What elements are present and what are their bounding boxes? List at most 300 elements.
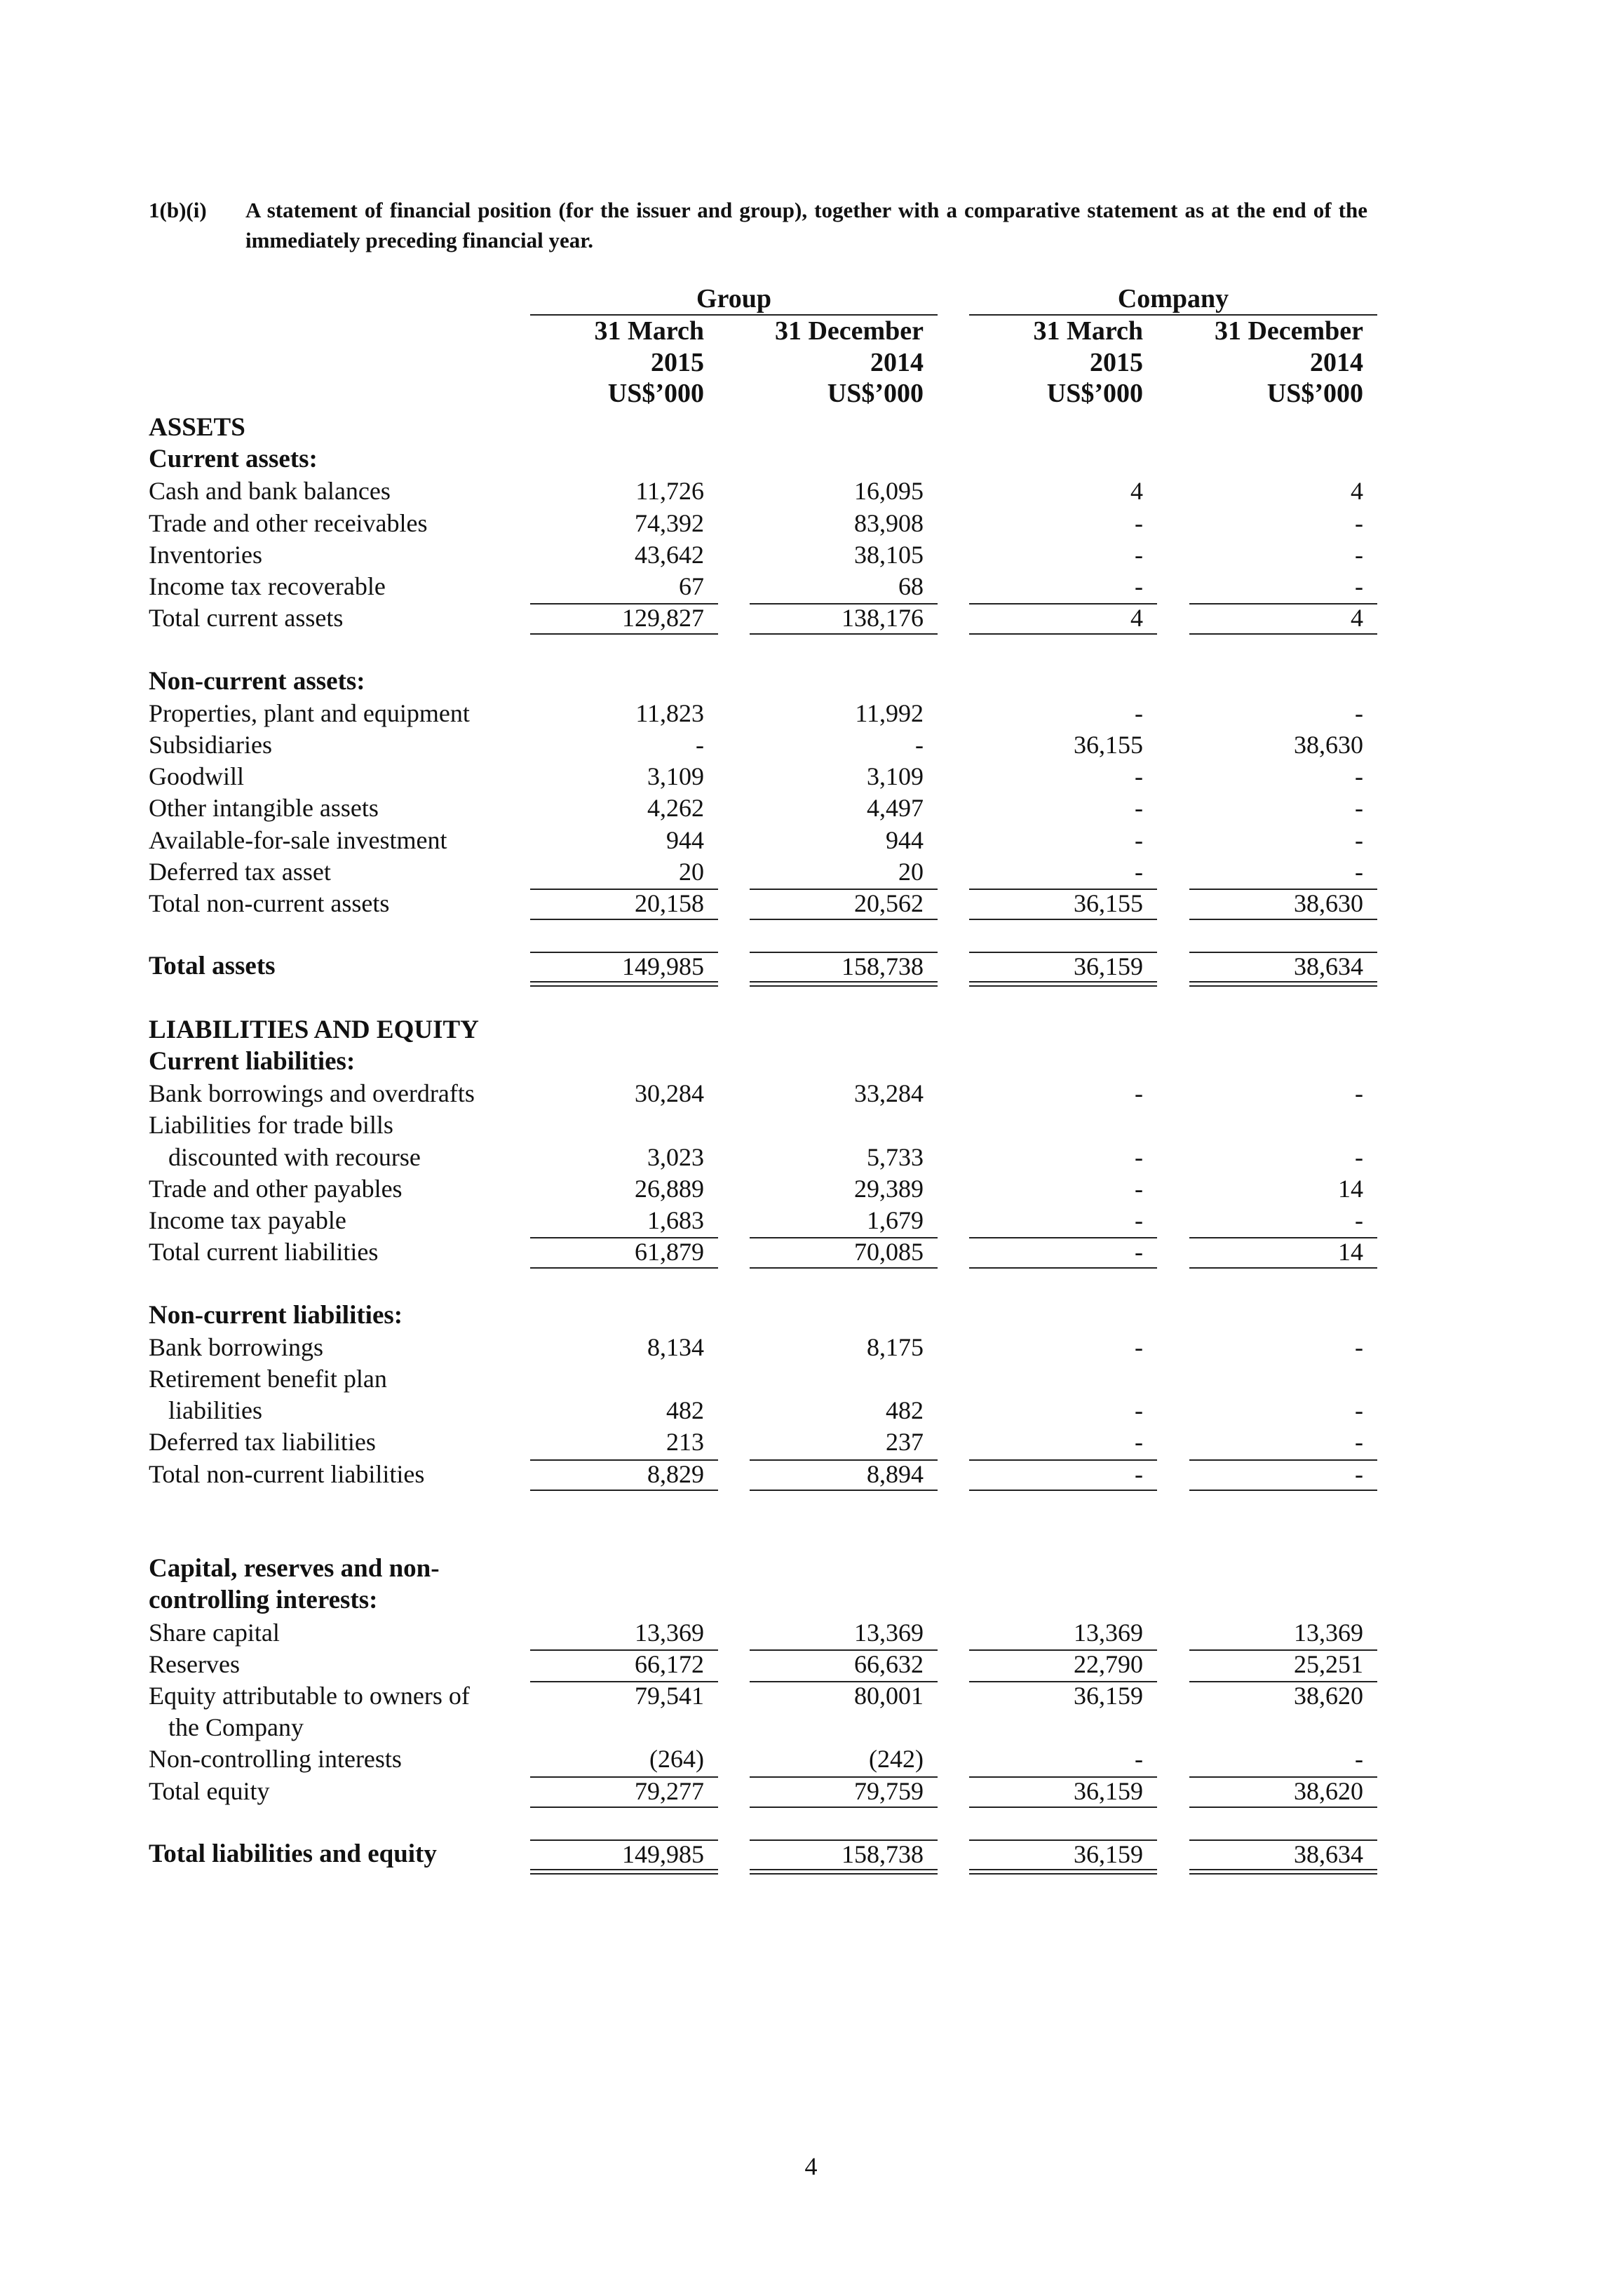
value-text: 482: [886, 1396, 924, 1425]
rule-line: [750, 1459, 938, 1461]
rule-line: [1189, 889, 1377, 890]
value-text: 11,992: [855, 698, 924, 727]
value-text: 4: [1351, 604, 1363, 633]
value-text: 20: [679, 857, 704, 886]
row-label: Other intangible assets: [149, 794, 379, 823]
row-value: [969, 1395, 1157, 1426]
value-text: -: [1135, 794, 1143, 823]
rule-line: [530, 603, 718, 605]
value-text: 26,889: [635, 1174, 704, 1203]
row-value: [750, 1617, 938, 1648]
row-value: [1189, 1142, 1377, 1173]
table-row: [0, 1300, 1622, 1331]
row-value: [750, 1236, 938, 1267]
row-value: [969, 1617, 1157, 1648]
value-text: 3,109: [867, 762, 924, 791]
row-value: [530, 1426, 718, 1457]
table-row: [0, 888, 1622, 919]
value-text: 1,679: [867, 1206, 924, 1234]
row-value: [1189, 825, 1377, 856]
row-value: [969, 888, 1157, 919]
row-value: [750, 792, 938, 823]
double-rule-line: [1189, 1869, 1377, 1875]
value-text: -: [1135, 1459, 1143, 1488]
value-text: -: [1135, 508, 1143, 537]
value-text: 4,497: [867, 794, 924, 823]
value-text: -: [1355, 572, 1363, 600]
row-value: [530, 1459, 718, 1490]
table-row: [0, 444, 1622, 475]
value-text: 13,369: [854, 1618, 924, 1647]
table-row: [0, 983, 1622, 1014]
rule-line: [530, 1459, 718, 1461]
value-text: -: [1355, 698, 1363, 727]
table-row: [0, 1046, 1622, 1077]
value-text: 66,632: [854, 1649, 924, 1678]
value-text: -: [1355, 762, 1363, 791]
row-value: [969, 825, 1157, 856]
row-value: [530, 761, 718, 792]
value-text: 20: [898, 857, 924, 886]
table-row: [0, 634, 1622, 665]
row-value: [1189, 539, 1377, 570]
rule-line: [750, 952, 938, 953]
value-text: 38,105: [854, 540, 924, 569]
row-value: [969, 1649, 1157, 1680]
value-text: 13,369: [1074, 1618, 1143, 1647]
row-value: [750, 856, 938, 887]
row-value: [969, 792, 1157, 823]
row-label: Total non-current assets: [149, 889, 390, 917]
table-row: [0, 508, 1622, 539]
rule-line: [969, 952, 1157, 953]
row-value: [750, 1332, 938, 1363]
row-label: Total current liabilities: [149, 1238, 379, 1267]
value-text: -: [1355, 1396, 1363, 1425]
rule-line: [530, 889, 718, 890]
row-label: Bank borrowings: [149, 1332, 323, 1361]
value-text: 14: [1338, 1238, 1363, 1267]
value-text: -: [1135, 1396, 1143, 1425]
row-value: [530, 1332, 718, 1363]
row-value: [750, 602, 938, 633]
value-text: -: [1135, 825, 1143, 854]
row-value: [750, 571, 938, 602]
value-text: -: [1135, 1142, 1143, 1171]
section-title: A statement of financial position (for the issuer and group), together with a comparative statement as at the end of the immediately preceding financial year.: [245, 198, 1367, 252]
value-text: -: [1135, 1079, 1143, 1108]
row-label: controlling interests:: [149, 1586, 378, 1615]
table-row: [0, 1585, 1622, 1616]
column-header-group-2014: 31 December 2014 US$’000: [774, 316, 924, 408]
row-value: [1189, 1776, 1377, 1807]
column-header-company-2015: 31 March 2015 US$’000: [1033, 316, 1143, 408]
row-label: Income tax payable: [149, 1206, 346, 1234]
row-value: [969, 1680, 1157, 1711]
row-label: Inventories: [149, 540, 262, 569]
row-value: [750, 1459, 938, 1490]
value-text: -: [1355, 825, 1363, 854]
table-row: [0, 1236, 1622, 1267]
row-value: [969, 539, 1157, 570]
value-text: -: [696, 731, 704, 759]
row-value: [530, 571, 718, 602]
rule-line: [1189, 1839, 1377, 1841]
table-row: [0, 1015, 1622, 1046]
row-value: [530, 792, 718, 823]
row-value: [969, 602, 1157, 633]
rule-line: [530, 1776, 718, 1778]
row-label: Retirement benefit plan: [149, 1365, 387, 1393]
row-value: [750, 888, 938, 919]
value-text: 138,176: [842, 604, 924, 633]
value-text: 3,023: [647, 1142, 704, 1171]
value-text: 30,284: [635, 1079, 704, 1108]
table-row: [0, 729, 1622, 760]
value-text: -: [1135, 1206, 1143, 1234]
value-text: 8,894: [867, 1459, 924, 1488]
double-rule-line: [969, 1869, 1157, 1875]
column-header-group-2015: 31 March 2015 US$’000: [594, 316, 704, 408]
table-row: [0, 1205, 1622, 1236]
table-row: [0, 1332, 1622, 1363]
row-label: Total current assets: [149, 604, 344, 633]
rule-line: [530, 1839, 718, 1841]
value-text: 129,827: [622, 604, 704, 633]
table-row: [0, 1522, 1622, 1553]
row-label: LIABILITIES AND EQUITY: [149, 1015, 479, 1044]
row-value: [530, 1236, 718, 1267]
row-value: [530, 1680, 718, 1711]
rule-line: [1189, 952, 1377, 953]
table-row: [0, 951, 1622, 982]
value-text: 79,759: [854, 1776, 924, 1805]
row-label: Non-current liabilities:: [149, 1300, 403, 1330]
row-label: Available-for-sale investment: [149, 825, 447, 854]
row-value: [969, 1205, 1157, 1236]
row-value: [530, 1395, 718, 1426]
row-value: [530, 475, 718, 506]
row-label: liabilities: [168, 1396, 262, 1425]
rule-line: [969, 889, 1157, 890]
table-row: [0, 1680, 1622, 1711]
table-row: [0, 1363, 1622, 1394]
row-value: [969, 729, 1157, 760]
row-value: [1189, 602, 1377, 633]
table-row: [0, 1649, 1622, 1680]
row-value: [1189, 698, 1377, 729]
value-text: 11,726: [635, 477, 704, 506]
value-text: 5,733: [867, 1142, 924, 1171]
row-label: Total assets: [149, 952, 276, 981]
value-text: -: [1355, 1142, 1363, 1171]
rule-line: [750, 1237, 938, 1238]
rule-line: [1189, 1776, 1377, 1778]
row-value: [1189, 1743, 1377, 1774]
row-value: [750, 1173, 938, 1204]
value-text: 20,562: [854, 889, 924, 917]
rule-line: [750, 1839, 938, 1841]
row-value: [750, 761, 938, 792]
rule-line: [530, 1237, 718, 1238]
value-text: -: [1355, 857, 1363, 886]
value-text: -: [1135, 857, 1143, 886]
row-value: [750, 729, 938, 760]
row-value: [750, 1078, 938, 1109]
table-row: [0, 1839, 1622, 1870]
value-text: 158,738: [842, 952, 924, 981]
row-label: the Company: [168, 1713, 304, 1742]
row-value: [530, 698, 718, 729]
row-value: [1189, 792, 1377, 823]
row-value: [969, 1839, 1157, 1870]
value-text: 83,908: [854, 508, 924, 537]
row-value: [1189, 1173, 1377, 1204]
value-text: 13,369: [1294, 1618, 1363, 1647]
row-value: [1189, 1205, 1377, 1236]
row-value: [969, 475, 1157, 506]
row-value: [530, 602, 718, 633]
value-text: -: [1135, 698, 1143, 727]
value-text: 38,630: [1294, 731, 1363, 759]
row-label: Total non-current liabilities: [149, 1459, 425, 1488]
table-row: [0, 475, 1622, 506]
rule-line: [969, 1681, 1157, 1682]
row-value: [530, 825, 718, 856]
table-row: [0, 1807, 1622, 1838]
value-text: 38,630: [1294, 889, 1363, 917]
row-value: [1189, 1459, 1377, 1490]
row-value: [530, 856, 718, 887]
row-value: [1189, 729, 1377, 760]
row-label: Capital, reserves and non-: [149, 1554, 440, 1583]
table-row: [0, 825, 1622, 856]
rule-line: [530, 1681, 718, 1682]
row-label: Properties, plant and equipment: [149, 698, 470, 727]
row-value: [750, 1649, 938, 1680]
row-value: [1189, 1395, 1377, 1426]
rule-line: [750, 603, 938, 605]
value-text: -: [1355, 508, 1363, 537]
row-value: [750, 1426, 938, 1457]
row-value: [530, 1142, 718, 1173]
row-value: [530, 508, 718, 539]
row-label: Non-current assets:: [149, 666, 365, 696]
double-rule-line: [530, 1869, 718, 1875]
row-label: Non-controlling interests: [149, 1745, 402, 1774]
value-text: 36,159: [1074, 952, 1143, 981]
row-label: Deferred tax liabilities: [149, 1428, 376, 1457]
value-text: 8,134: [647, 1332, 704, 1361]
value-text: 79,541: [635, 1682, 704, 1710]
value-text: 79,277: [635, 1776, 704, 1805]
value-text: 70,085: [854, 1238, 924, 1267]
rule-line: [969, 1459, 1157, 1461]
value-text: -: [1355, 1206, 1363, 1234]
value-text: 20,158: [635, 889, 704, 917]
value-text: 38,620: [1294, 1776, 1363, 1805]
rule-line: [1189, 1237, 1377, 1238]
row-label: Subsidiaries: [149, 731, 272, 759]
row-label: Reserves: [149, 1649, 240, 1678]
row-label: Liabilities for trade bills: [149, 1111, 393, 1140]
row-value: [1189, 508, 1377, 539]
value-text: 482: [666, 1396, 704, 1425]
row-value: [1189, 761, 1377, 792]
value-text: -: [915, 731, 924, 759]
row-value: [1189, 888, 1377, 919]
table-row: [0, 761, 1622, 792]
section-number: 1(b)(i): [149, 198, 207, 222]
table-row: [0, 1490, 1622, 1521]
row-label: Goodwill: [149, 762, 245, 791]
value-text: 43,642: [635, 540, 704, 569]
row-label: Current assets:: [149, 445, 318, 474]
column-header-company-2014: 31 December 2014 US$’000: [1214, 316, 1363, 408]
row-value: [750, 1142, 938, 1173]
row-label: Income tax recoverable: [149, 572, 386, 600]
rule-line: [969, 603, 1157, 605]
row-value: [750, 475, 938, 506]
row-value: [750, 1205, 938, 1236]
row-value: [530, 539, 718, 570]
row-value: [750, 1839, 938, 1870]
row-value: [530, 1173, 718, 1204]
row-value: [969, 1332, 1157, 1363]
row-value: [750, 1776, 938, 1807]
value-text: 8,175: [867, 1332, 924, 1361]
row-value: [530, 1078, 718, 1109]
rule-line: [969, 1839, 1157, 1841]
table-row: [0, 412, 1622, 443]
table-row: [0, 1776, 1622, 1807]
row-value: [750, 1395, 938, 1426]
value-text: -: [1355, 794, 1363, 823]
row-value: [530, 1617, 718, 1648]
value-text: 36,155: [1074, 889, 1143, 917]
row-value: [969, 1743, 1157, 1774]
table-row: [0, 1109, 1622, 1140]
table-row: [0, 919, 1622, 950]
value-text: 68: [898, 572, 924, 600]
table-row: [0, 1173, 1622, 1204]
table-row: [0, 602, 1622, 633]
row-value: [969, 1776, 1157, 1807]
row-value: [969, 571, 1157, 602]
value-text: 3,109: [647, 762, 704, 791]
row-value: [969, 698, 1157, 729]
row-value: [1189, 475, 1377, 506]
row-value: [530, 951, 718, 982]
table-row: [0, 856, 1622, 887]
row-value: [530, 1649, 718, 1680]
row-value: [530, 1839, 718, 1870]
value-text: 38,634: [1294, 952, 1363, 981]
value-text: (242): [869, 1745, 924, 1774]
value-text: 36,155: [1074, 731, 1143, 759]
row-value: [750, 825, 938, 856]
value-text: -: [1135, 1745, 1143, 1774]
value-text: -: [1135, 572, 1143, 600]
value-text: 36,159: [1074, 1682, 1143, 1710]
row-value: [530, 1205, 718, 1236]
value-text: -: [1355, 1745, 1363, 1774]
value-text: 14: [1338, 1174, 1363, 1203]
row-value: [969, 1142, 1157, 1173]
value-text: (264): [649, 1745, 704, 1774]
table-row: [0, 571, 1622, 602]
value-text: -: [1355, 1428, 1363, 1457]
table-row: [0, 1426, 1622, 1457]
row-label: ASSETS: [149, 413, 245, 442]
value-text: 149,985: [622, 952, 704, 981]
row-value: [1189, 571, 1377, 602]
value-text: 38,634: [1294, 1840, 1363, 1868]
rule-line: [969, 1237, 1157, 1238]
row-value: [1189, 1332, 1377, 1363]
value-text: -: [1135, 1332, 1143, 1361]
page-number: 4: [804, 2152, 818, 2180]
row-label: Equity attributable to owners of: [149, 1682, 470, 1710]
row-label: Total equity: [149, 1776, 270, 1805]
rule-line: [1189, 1681, 1377, 1682]
table-row: [0, 1553, 1622, 1584]
row-value: [1189, 1839, 1377, 1870]
value-text: -: [1135, 762, 1143, 791]
row-value: [969, 1173, 1157, 1204]
rule-line: [1189, 603, 1377, 605]
value-text: 36,159: [1074, 1840, 1143, 1868]
row-value: [1189, 1236, 1377, 1267]
value-text: 80,001: [854, 1682, 924, 1710]
row-value: [1189, 856, 1377, 887]
value-text: 8,829: [647, 1459, 704, 1488]
row-label: Share capital: [149, 1618, 280, 1647]
value-text: 74,392: [635, 508, 704, 537]
table-row: [0, 1395, 1622, 1426]
row-value: [1189, 1078, 1377, 1109]
row-value: [530, 729, 718, 760]
value-text: 11,823: [635, 698, 704, 727]
value-text: -: [1355, 1079, 1363, 1108]
value-text: 13,369: [635, 1618, 704, 1647]
value-text: 38,620: [1294, 1682, 1363, 1710]
rule-line: [969, 1776, 1157, 1778]
value-text: 16,095: [854, 477, 924, 506]
rule-line: [530, 1649, 718, 1651]
table-row: [0, 1617, 1622, 1648]
table-row: [0, 666, 1622, 697]
table-row: [0, 1142, 1622, 1173]
value-text: -: [1135, 1428, 1143, 1457]
row-value: [969, 508, 1157, 539]
value-text: 149,985: [622, 1840, 704, 1868]
row-value: [1189, 1617, 1377, 1648]
value-text: 213: [666, 1428, 704, 1457]
row-value: [1189, 1649, 1377, 1680]
row-label: Deferred tax asset: [149, 857, 331, 886]
row-value: [750, 1743, 938, 1774]
value-text: 4,262: [647, 794, 704, 823]
row-label: Bank borrowings and overdrafts: [149, 1079, 475, 1108]
value-text: -: [1135, 1174, 1143, 1203]
row-value: [750, 539, 938, 570]
row-value: [969, 1078, 1157, 1109]
table-row: [0, 1078, 1622, 1109]
rule-line: [530, 952, 718, 953]
rule-line: [1189, 1649, 1377, 1651]
table-row: [0, 698, 1622, 729]
